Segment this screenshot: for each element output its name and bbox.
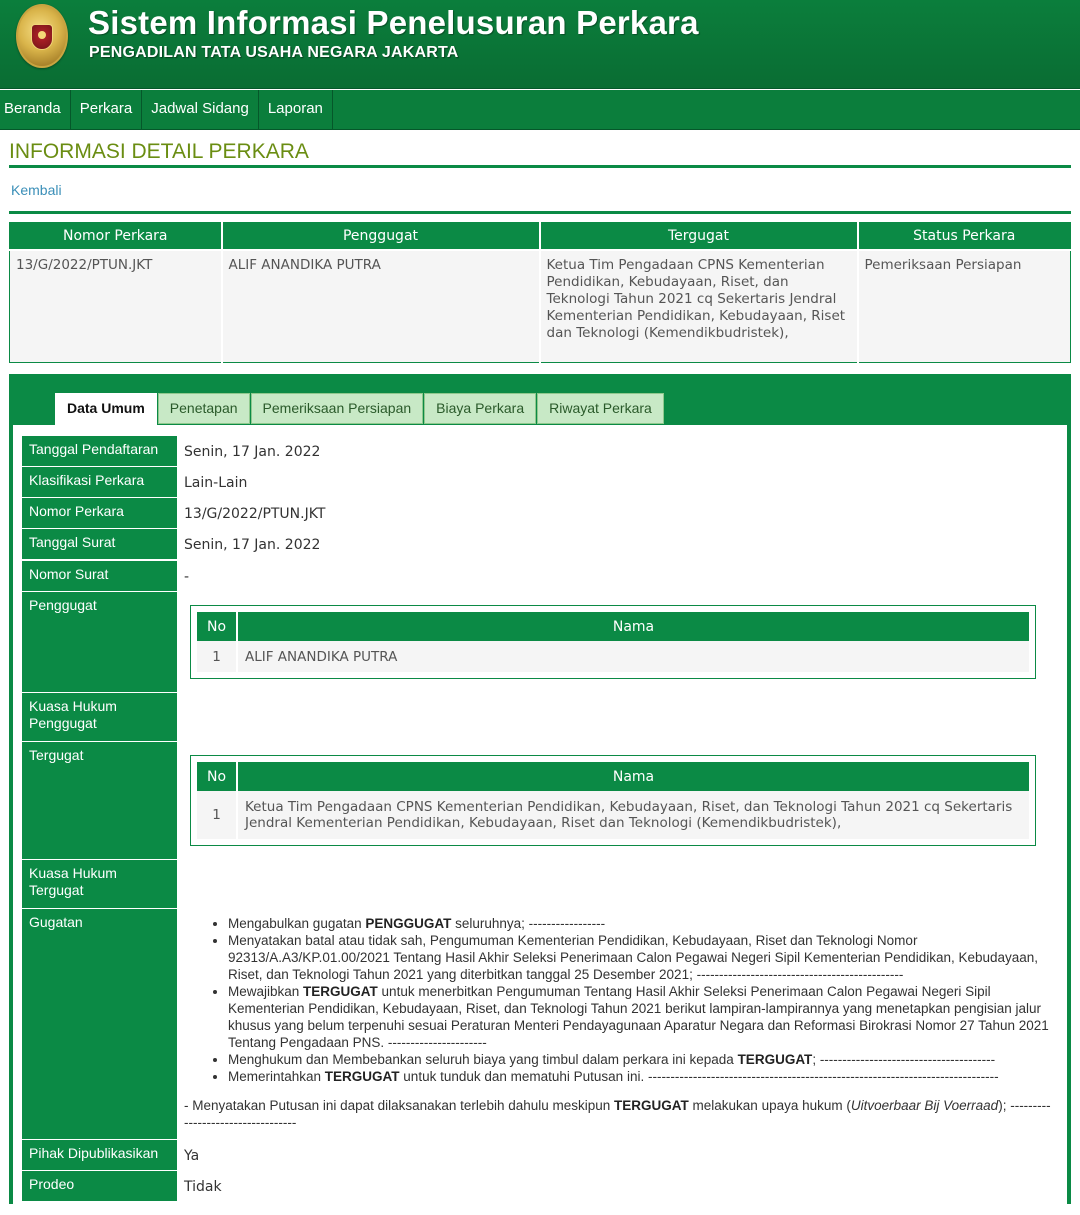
app-title: Sistem Informasi Penelusuran Perkara: [88, 4, 699, 41]
site-header: [0, 0, 1080, 89]
col-nama: Nama: [237, 612, 1029, 641]
cell-nama: Ketua Tim Pengadaan CPNS Kementerian Pendidikan, Kebudayaan, Riset, dan Teknologi Tahun 2021 cq Sekertaris Jendral Kementerian Pendidikan, Kebudayaan, Riset dan Teknologi (Kemendikbudristek),: [237, 791, 1029, 839]
label-tanggal-surat: Tanggal Surat: [22, 529, 177, 559]
main-nav: [0, 90, 1080, 130]
list-item: • Memerintahkan TERGUGAT untuk tunduk dan mematuhi Putusan ini. ------------------------------------------------------------------------------: [228, 1068, 1052, 1085]
cell-tergugat: Ketua Tim Pengadaan CPNS Kementerian Pendidikan, Kebudayaan, Riset, dan Teknologi Tahun 2021 cq Sekertaris Jendral Kementerian Pendidikan, Kebudayaan, Riset dan Teknologi (Kemendikbudristek),: [540, 250, 858, 363]
gugatan-list: [184, 915, 1052, 1085]
label-klasifikasi-perkara: Klasifikasi Perkara: [22, 467, 177, 497]
row-kuasa-hukum-penggugat: [22, 693, 1052, 743]
detail-panel: [9, 374, 1071, 1204]
row-tanggal-surat: [22, 529, 1052, 561]
row-pihak-dipublikasikan: [22, 1140, 1052, 1172]
label-tergugat: Tergugat: [22, 742, 177, 859]
list-item: • Mengabulkan gugatan PENGGUGAT seluruhnya; -----------------: [228, 915, 1052, 932]
value-tanggal-pendaftaran: Senin, 17 Jan. 2022: [184, 444, 321, 460]
divider: [9, 211, 1071, 214]
cell-penggugat: ALIF ANANDIKA PUTRA: [222, 250, 540, 363]
row-nomor-surat: [22, 561, 1052, 593]
nav-item-jadwal-sidang[interactable]: Jadwal Sidang: [142, 90, 259, 130]
tab-penetapan[interactable]: Penetapan: [158, 393, 250, 424]
penggugat-box: [190, 605, 1036, 679]
label-kuasa-hukum-penggugat: Kuasa Hukum Penggugat: [22, 693, 177, 741]
col-nama: Nama: [237, 762, 1029, 791]
tab-data-umum[interactable]: Data Umum: [55, 393, 157, 425]
header-tergugat: Tergugat: [540, 223, 858, 250]
label-pihak-dipublikasikan: Pihak Dipublikasikan: [22, 1140, 177, 1170]
garuda-emblem-icon: [16, 4, 68, 68]
penggugat-table: [197, 612, 1029, 672]
gugatan-content: [184, 909, 1052, 1131]
label-prodeo: Prodeo: [22, 1171, 177, 1201]
value-pihak-dipublikasikan: Ya: [184, 1148, 200, 1164]
cell-nomor-perkara: 13/G/2022/PTUN.JKT: [10, 250, 222, 363]
nav-item-laporan[interactable]: Laporan: [259, 90, 333, 130]
col-no: No: [197, 762, 237, 791]
cell-no: 1: [197, 791, 237, 839]
row-tanggal-pendaftaran: [22, 436, 1052, 468]
cell-no: 1: [197, 641, 237, 672]
header-penggugat: Penggugat: [222, 223, 540, 250]
value-nomor-surat: -: [184, 569, 190, 585]
label-nomor-surat: Nomor Surat: [22, 561, 177, 591]
app-subtitle: PENGADILAN TATA USAHA NEGARA JAKARTA: [89, 44, 459, 61]
gugatan-note: - Menyatakan Putusan ini dapat dilaksanakan terlebih dahulu meskipun TERGUGAT melakukan upaya hukum (Uitvoerbaar Bij Voerraad); ----------------------------------: [184, 1098, 1051, 1130]
header-nomor-perkara: Nomor Perkara: [10, 223, 222, 250]
table-row: [197, 641, 1029, 672]
tab-content-data-umum: [13, 425, 1067, 1215]
tergugat-box: [190, 755, 1036, 846]
page-title: INFORMASI DETAIL PERKARA: [9, 140, 1071, 168]
back-link[interactable]: Kembali: [11, 182, 62, 198]
row-penggugat: [22, 592, 1052, 694]
tab-riwayat-perkara[interactable]: Riwayat Perkara: [537, 393, 664, 424]
label-gugatan: Gugatan: [22, 909, 177, 1139]
list-item: • Menyatakan batal atau tidak sah, Pengumuman Kementerian Pendidikan, Kebudayaan, Riset dan Teknologi Nomor 92313/A.A3/KP.01.00/2021 Tentang Hasil Akhir Seleksi Penerimaan Calon Pegawai Negeri Sipil Kementerian Pendidikan, Kebudayaan, Riset, dan Teknologi Tahun 2021 yang diterbitkan tanggal 25 Desember 2021; ----------------------------------------------: [228, 932, 1052, 983]
table-row: [10, 250, 1071, 363]
nav-item-beranda[interactable]: Beranda: [0, 90, 71, 130]
row-nomor-perkara: [22, 498, 1052, 530]
value-klasifikasi-perkara: Lain-Lain: [184, 475, 248, 491]
tab-bar: [55, 393, 665, 425]
label-nomor-perkara: Nomor Perkara: [22, 498, 177, 528]
col-no: No: [197, 612, 237, 641]
table-row: [197, 791, 1029, 839]
tab-pemeriksaan-persiapan[interactable]: Pemeriksaan Persiapan: [251, 393, 424, 424]
value-tanggal-surat: Senin, 17 Jan. 2022: [184, 537, 321, 553]
cell-nama: ALIF ANANDIKA PUTRA: [237, 641, 1029, 672]
cell-status-perkara: Pemeriksaan Persiapan: [858, 250, 1071, 363]
value-prodeo: Tidak: [184, 1179, 222, 1195]
row-tergugat: [22, 742, 1052, 861]
value-nomor-perkara: 13/G/2022/PTUN.JKT: [184, 506, 326, 522]
nav-item-perkara[interactable]: Perkara: [71, 90, 143, 130]
label-kuasa-hukum-tergugat: Kuasa Hukum Tergugat: [22, 860, 177, 908]
label-tanggal-pendaftaran: Tanggal Pendaftaran: [22, 436, 177, 466]
row-prodeo: [22, 1171, 1052, 1203]
label-penggugat: Penggugat: [22, 592, 177, 692]
tergugat-table: [197, 762, 1029, 839]
tab-biaya-perkara[interactable]: Biaya Perkara: [424, 393, 536, 424]
row-gugatan: [22, 909, 1052, 1141]
list-item: • Mewajibkan TERGUGAT untuk menerbitkan Pengumuman Tentang Hasil Akhir Seleksi Penerimaan Calon Pegawai Negeri Sipil Kementerian Pendidikan, Kebudayaan, Riset, dan Teknologi Tahun 2021 berikut lampiran-lampirannya yang menetapkan pengisian jalur khusus yang belum terpenuhi sesuai Peraturan Menteri Pendayagunaan Aparatur Negara dan Reformasi Birokrasi Nomor 27 Tahun 2021 Tentang Pengadaan PNS. ----------------------: [228, 983, 1052, 1051]
header-status-perkara: Status Perkara: [858, 223, 1071, 250]
row-kuasa-hukum-tergugat: [22, 860, 1052, 910]
row-klasifikasi-perkara: [22, 467, 1052, 499]
case-summary-table: [9, 222, 1071, 363]
list-item: • Menghukum dan Membebankan seluruh biaya yang timbul dalam perkara ini kepada TERGUGAT; ---------------------------------------: [228, 1051, 1052, 1068]
